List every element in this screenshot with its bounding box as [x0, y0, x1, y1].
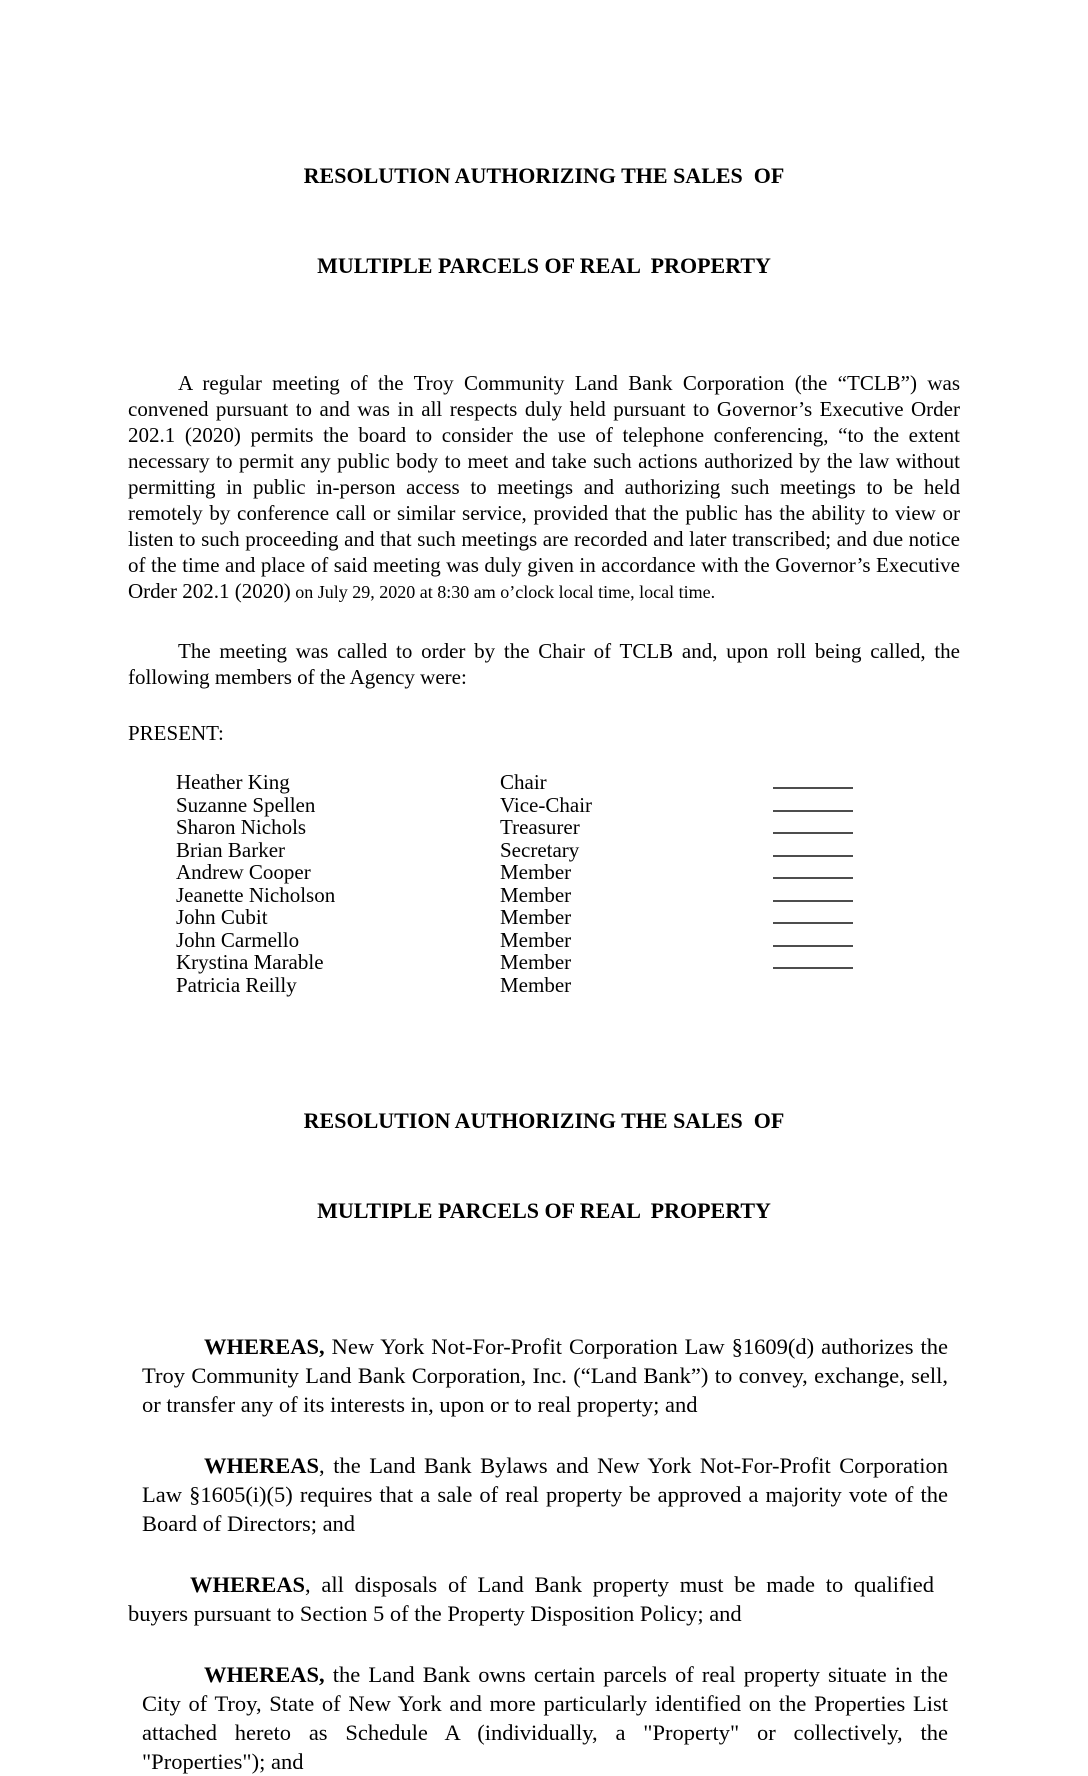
- member-name: Krystina Marable: [176, 950, 324, 974]
- member-name: Suzanne Spellen: [176, 792, 316, 817]
- whereas-body: , all disposals of Land Bank property must be made to qualified buyers pursuant to Section 5 of the Property Disposition Policy; and: [128, 1572, 934, 1626]
- roll-row: [128, 771, 960, 794]
- member-name: Patricia Reilly: [176, 972, 297, 997]
- resolution-title-line1: RESOLUTION AUTHORIZING THE SALES OF: [303, 163, 785, 188]
- whereas-section: [128, 1332, 960, 1776]
- roll-row: [128, 951, 960, 974]
- attendance-blank-line: [773, 816, 853, 834]
- whereas-lead: WHEREAS,: [204, 1662, 325, 1687]
- whereas-paragraph-1: [142, 1332, 948, 1419]
- roll-call-table: [128, 771, 960, 996]
- present-label: PRESENT:: [128, 721, 224, 745]
- whereas-body: the Land Bank owns certain parcels of real property situate in the City of Troy, State of New York and more particularly identified on the Properties List attached hereto as Schedule A (individually, a "Property" or collectively, the "Properties"); and: [142, 1662, 948, 1774]
- member-name: Heather King: [176, 770, 290, 794]
- resolution-title: [128, 0, 960, 341]
- whereas-body: New York Not-For-Profit Corporation Law §1609(d) authorizes the Troy Community Land Bank Corporation, Inc. (“Land Bank”) to convey, exchange, sell, or transfer any of its interests in, upon or to real property; and: [142, 1334, 948, 1417]
- resolution-title-repeat-line2: MULTIPLE PARCELS OF REAL PROPERTY: [317, 1198, 771, 1223]
- roll-row: [128, 816, 960, 839]
- member-role: Member: [500, 882, 572, 907]
- member-role: Chair: [500, 770, 547, 794]
- whereas-body: , the Land Bank Bylaws and New York Not-For-Profit Corporation Law §1605(i)(5) requires that a sale of real property be approved a majority vote of the Board of Directors; and: [142, 1453, 948, 1536]
- whereas-lead: WHEREAS: [204, 1453, 320, 1478]
- resolution-title-line2: MULTIPLE PARCELS OF REAL PROPERTY: [317, 253, 771, 278]
- meeting-date-text: on July 29, 2020 at 8:30 am o’clock local time, local time.: [290, 582, 716, 602]
- whereas-paragraph-3: [128, 1570, 934, 1628]
- attendance-blank-line: [773, 929, 853, 947]
- member-name: Brian Barker: [176, 837, 286, 862]
- opening-paragraph-text: A regular meeting of the Troy Community Land Bank Corporation (the “TCLB”) was convened pursuant to and was in all respects duly held pursuant to Governor’s Executive Order 202.1 (2020) permits the board to consider the use of telephone conferencing, “to the extent necessary to permit any public body to meet and take such actions authorized by the law without permitting in public in-person access to meetings and authorizing such meetings to be held remotely by conference call or similar service, provided that the public has the ability to view or listen to such proceeding and that such meetings are recorded and later transcribed; and due notice of the time and place of said meeting was duly given in accordance with the Governor’s Executive Order 202.1 (2020): [128, 371, 960, 603]
- whereas-lead: WHEREAS: [190, 1572, 306, 1597]
- member-name: John Carmello: [176, 927, 300, 952]
- whereas-paragraph-4: [142, 1660, 948, 1776]
- roll-row: [128, 884, 960, 907]
- attendance-blank-line: [773, 951, 853, 969]
- attendance-blank-line: [773, 794, 853, 812]
- attendance-blank-line: [773, 861, 853, 879]
- member-role: Member: [500, 927, 572, 952]
- member-name: Sharon Nichols: [176, 815, 307, 839]
- roll-row: [128, 839, 960, 862]
- resolution-title-repeat: [128, 996, 960, 1286]
- member-name: John Cubit: [176, 905, 268, 929]
- attendance-blank-line: [773, 906, 853, 924]
- attendance-blank-line: [773, 839, 853, 857]
- member-name: Andrew Cooper: [176, 860, 311, 884]
- roll-row: [128, 974, 960, 997]
- attendance-blank-line: [773, 771, 853, 789]
- whereas-paragraph-2: [142, 1451, 948, 1538]
- member-role: Member: [500, 905, 572, 929]
- resolution-title-repeat-line1: RESOLUTION AUTHORIZING THE SALES OF: [303, 1108, 785, 1133]
- whereas-lead: WHEREAS,: [204, 1334, 325, 1359]
- roll-row: [128, 794, 960, 817]
- roll-row: [128, 906, 960, 929]
- attendance-blank-line: [773, 884, 853, 902]
- opening-paragraph: [128, 370, 960, 605]
- member-role: Treasurer: [500, 815, 580, 839]
- member-role: Member: [500, 860, 572, 884]
- member-role: Member: [500, 950, 572, 974]
- member-role: Vice-Chair: [500, 792, 593, 817]
- roll-row: [128, 861, 960, 884]
- member-role: Secretary: [500, 837, 580, 862]
- member-role: Member: [500, 972, 572, 997]
- roll-row: [128, 929, 960, 952]
- call-to-order-paragraph: The meeting was called to order by the Chair of TCLB and, upon roll being called, the following members of the Agency were:: [128, 639, 960, 689]
- member-name: Jeanette Nicholson: [176, 882, 336, 907]
